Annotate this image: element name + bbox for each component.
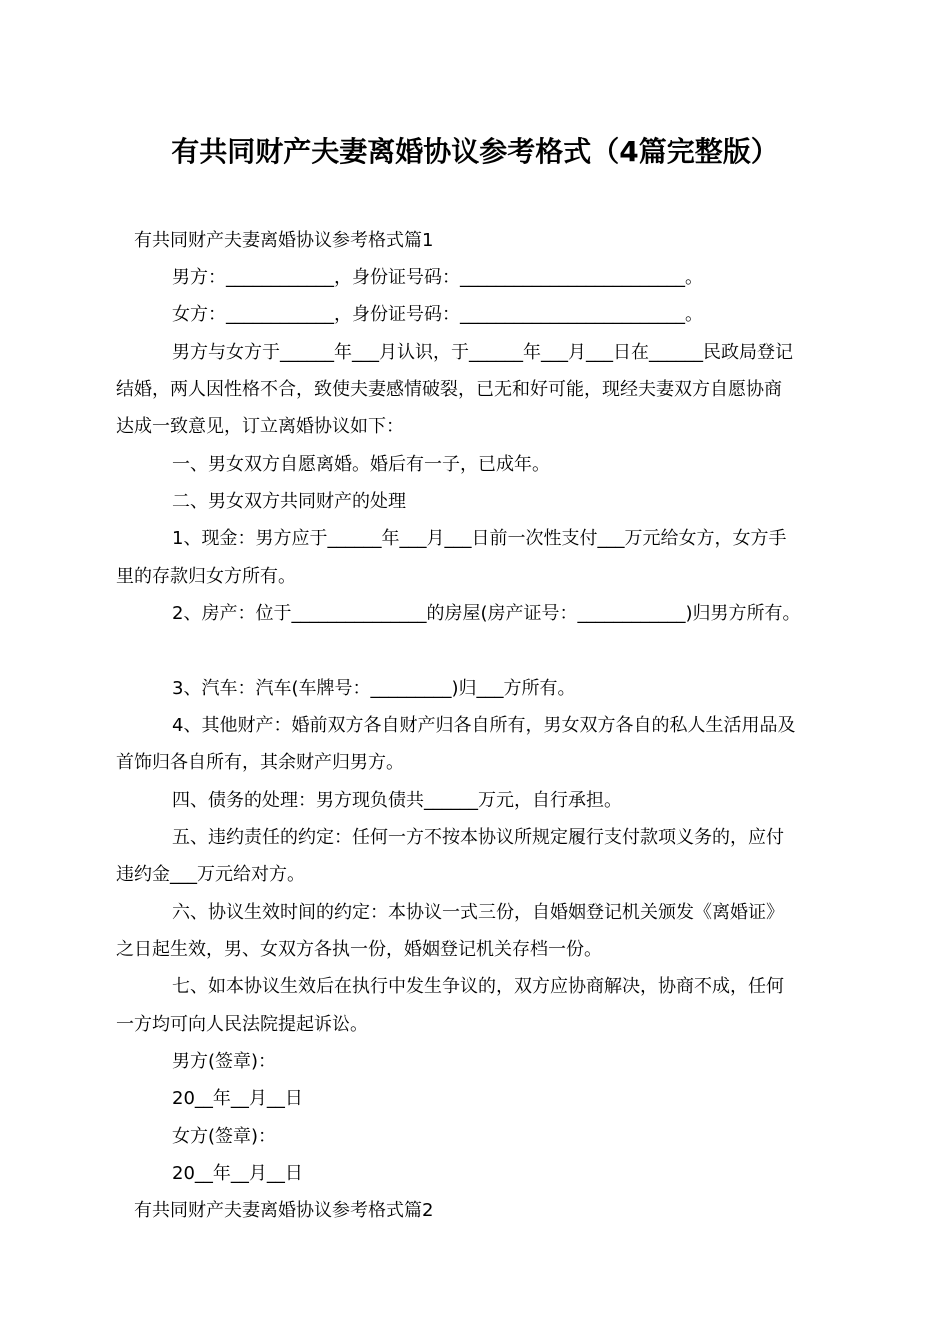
clause-2-item-1: 1、现金：男方应于______年___月___日前一次性支付___万元给女方，女方手 xyxy=(172,528,787,549)
clause-2-heading: 二、男女双方共同财产的处理 xyxy=(172,491,406,512)
male-signature-label: 男方(签章)： xyxy=(172,1051,277,1072)
clause-2-item-3: 3、汽车：汽车(车牌号：_________)归___方所有。 xyxy=(172,678,576,699)
paragraph-line: 男方与女方于______年___月认识，于______年___月___日在______民政局登记 xyxy=(172,342,793,363)
clause-1: 一、男女双方自愿离婚。婚后有一子，已成年。 xyxy=(172,454,550,475)
clause-7: 七、如本协议生效后在执行中发生争议的，双方应协商解决，协商不成，任何 xyxy=(172,976,784,997)
clause-4: 四、债务的处理：男方现负债共______万元，自行承担。 xyxy=(172,790,622,811)
clause-2-item-4: 4、其他财产：婚前双方各自财产归各自所有，男女双方各自的私人生活用品及 xyxy=(172,715,796,736)
male-signature-date: 20__年__月__日 xyxy=(172,1088,303,1109)
section-heading-1: 有共同财产夫妻离婚协议参考格式篇1 xyxy=(134,230,434,251)
clause-7-cont: 一方均可向人民法院提起诉讼。 xyxy=(116,1014,368,1035)
clause-6: 六、协议生效时间的约定：本协议一式三份，自婚姻登记机关颁发《离婚证》 xyxy=(172,902,784,923)
clause-2-item-4-cont: 首饰归各自所有，其余财产归男方。 xyxy=(116,752,404,773)
female-signature-date: 20__年__月__日 xyxy=(172,1163,303,1184)
clause-2-item-2: 2、房产：位于_______________的房屋(房产证号：____________)归男方所有。 xyxy=(172,603,801,624)
clause-6-cont: 之日起生效，男、女双方各执一份，婚姻登记机关存档一份。 xyxy=(116,939,602,960)
clause-5: 五、违约责任的约定：任何一方不按本协议所规定履行支付款项义务的，应付 xyxy=(172,827,784,848)
section-heading-2: 有共同财产夫妻离婚协议参考格式篇2 xyxy=(134,1200,434,1221)
document-title: 有共同财产夫妻离婚协议参考格式（4篇完整版） xyxy=(171,135,779,168)
female-signature-label: 女方(签章)： xyxy=(172,1126,277,1147)
male-party-line: 男方：____________，身份证号码：_________________________。 xyxy=(172,267,703,288)
female-party-line: 女方：____________，身份证号码：_________________________。 xyxy=(172,304,703,325)
paragraph-line: 结婚，两人因性格不合，致使夫妻感情破裂，已无和好可能，现经夫妻双方自愿协商 xyxy=(116,379,782,400)
clause-2-item-1-cont: 里的存款归女方所有。 xyxy=(116,566,296,587)
clause-5-cont: 违约金___万元给对方。 xyxy=(116,864,305,885)
paragraph-line: 达成一致意见，订立离婚协议如下： xyxy=(116,416,404,437)
